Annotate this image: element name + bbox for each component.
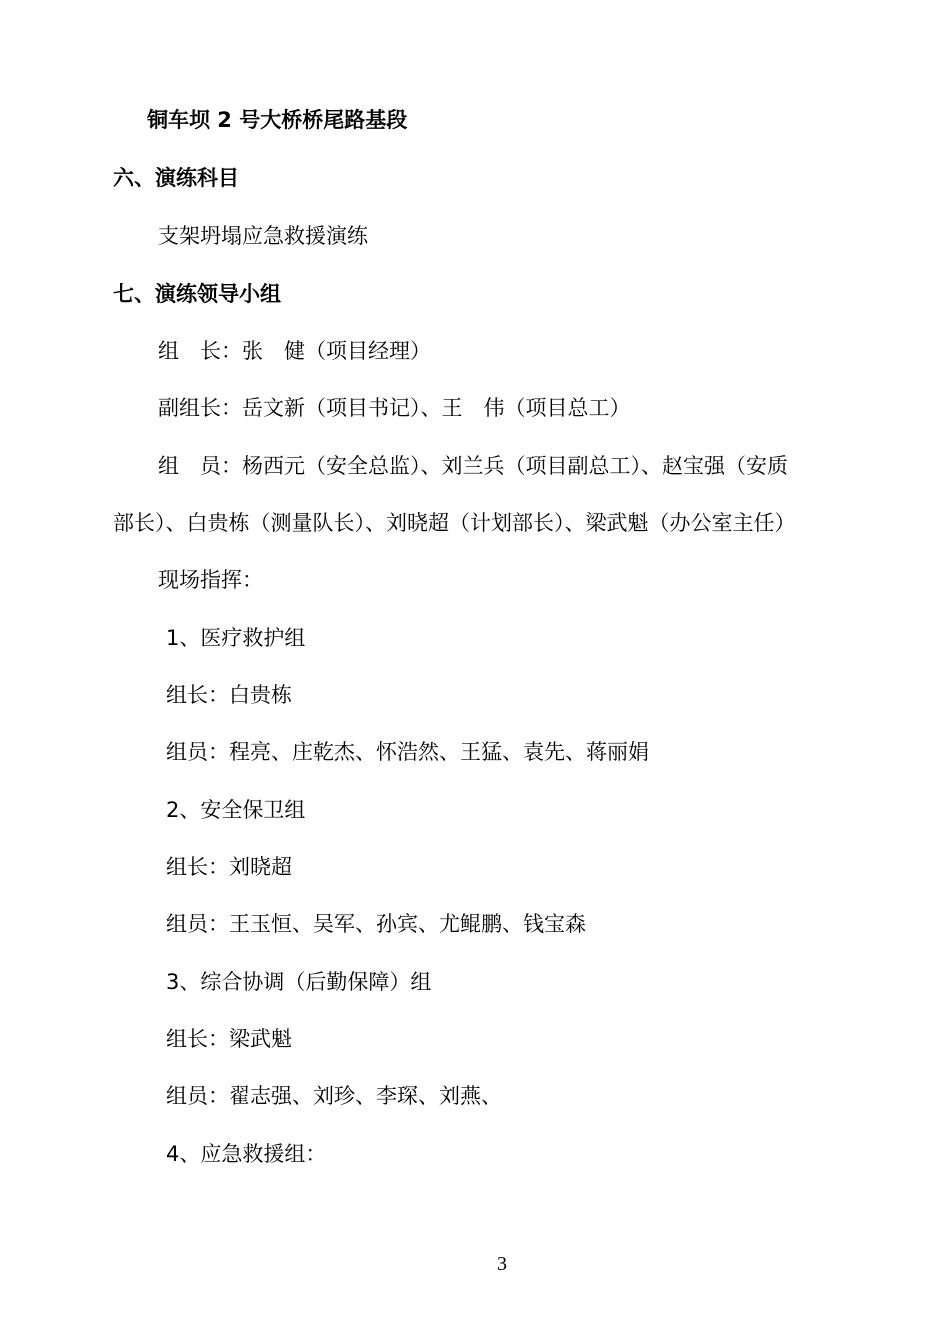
coordination-team-heading: 3、综合协调（后勤保障）组 [166, 970, 432, 994]
deputy-leader-line: 副组长：岳文新（项目书记）、王 伟（项目总工） [158, 396, 631, 420]
members-line-1: 组 员：杨西元（安全总监）、刘兰兵（项目副总工）、赵宝强（安质 [158, 454, 788, 478]
security-team-heading: 2、安全保卫组 [166, 798, 306, 822]
section-heading-drill-subject: 六、演练科目 [113, 166, 239, 190]
security-team-members: 组员：王玉恒、吴军、孙宾、尤鲲鹏、钱宝森 [166, 912, 586, 936]
site-command-label: 现场指挥： [158, 568, 263, 592]
medical-team-leader: 组长：白贵栋 [166, 683, 292, 707]
coordination-team-leader: 组长：梁武魁 [166, 1027, 292, 1051]
section-heading-leadership-group: 七、演练领导小组 [113, 282, 281, 306]
drill-subject-text: 支架坍塌应急救援演练 [158, 224, 368, 248]
medical-team-members: 组员：程亮、庄乾杰、怀浩然、王猛、袁先、蒋丽娟 [166, 740, 649, 764]
page-number: 3 [497, 1253, 507, 1275]
group-leader-line: 组 长：张 健（项目经理） [158, 339, 431, 363]
medical-team-heading: 1、医疗救护组 [166, 626, 306, 650]
location-line: 铜车坝 2 号大桥桥尾路基段 [147, 108, 408, 132]
security-team-leader: 组长：刘晓超 [166, 855, 292, 879]
members-line-2: 部长）、白贵栋（测量队长）、刘晓超（计划部长）、梁武魁（办公室主任） [113, 511, 796, 535]
rescue-team-heading: 4、应急救援组： [166, 1142, 327, 1166]
coordination-team-members: 组员：翟志强、刘珍、李琛、刘燕、 [166, 1084, 502, 1108]
